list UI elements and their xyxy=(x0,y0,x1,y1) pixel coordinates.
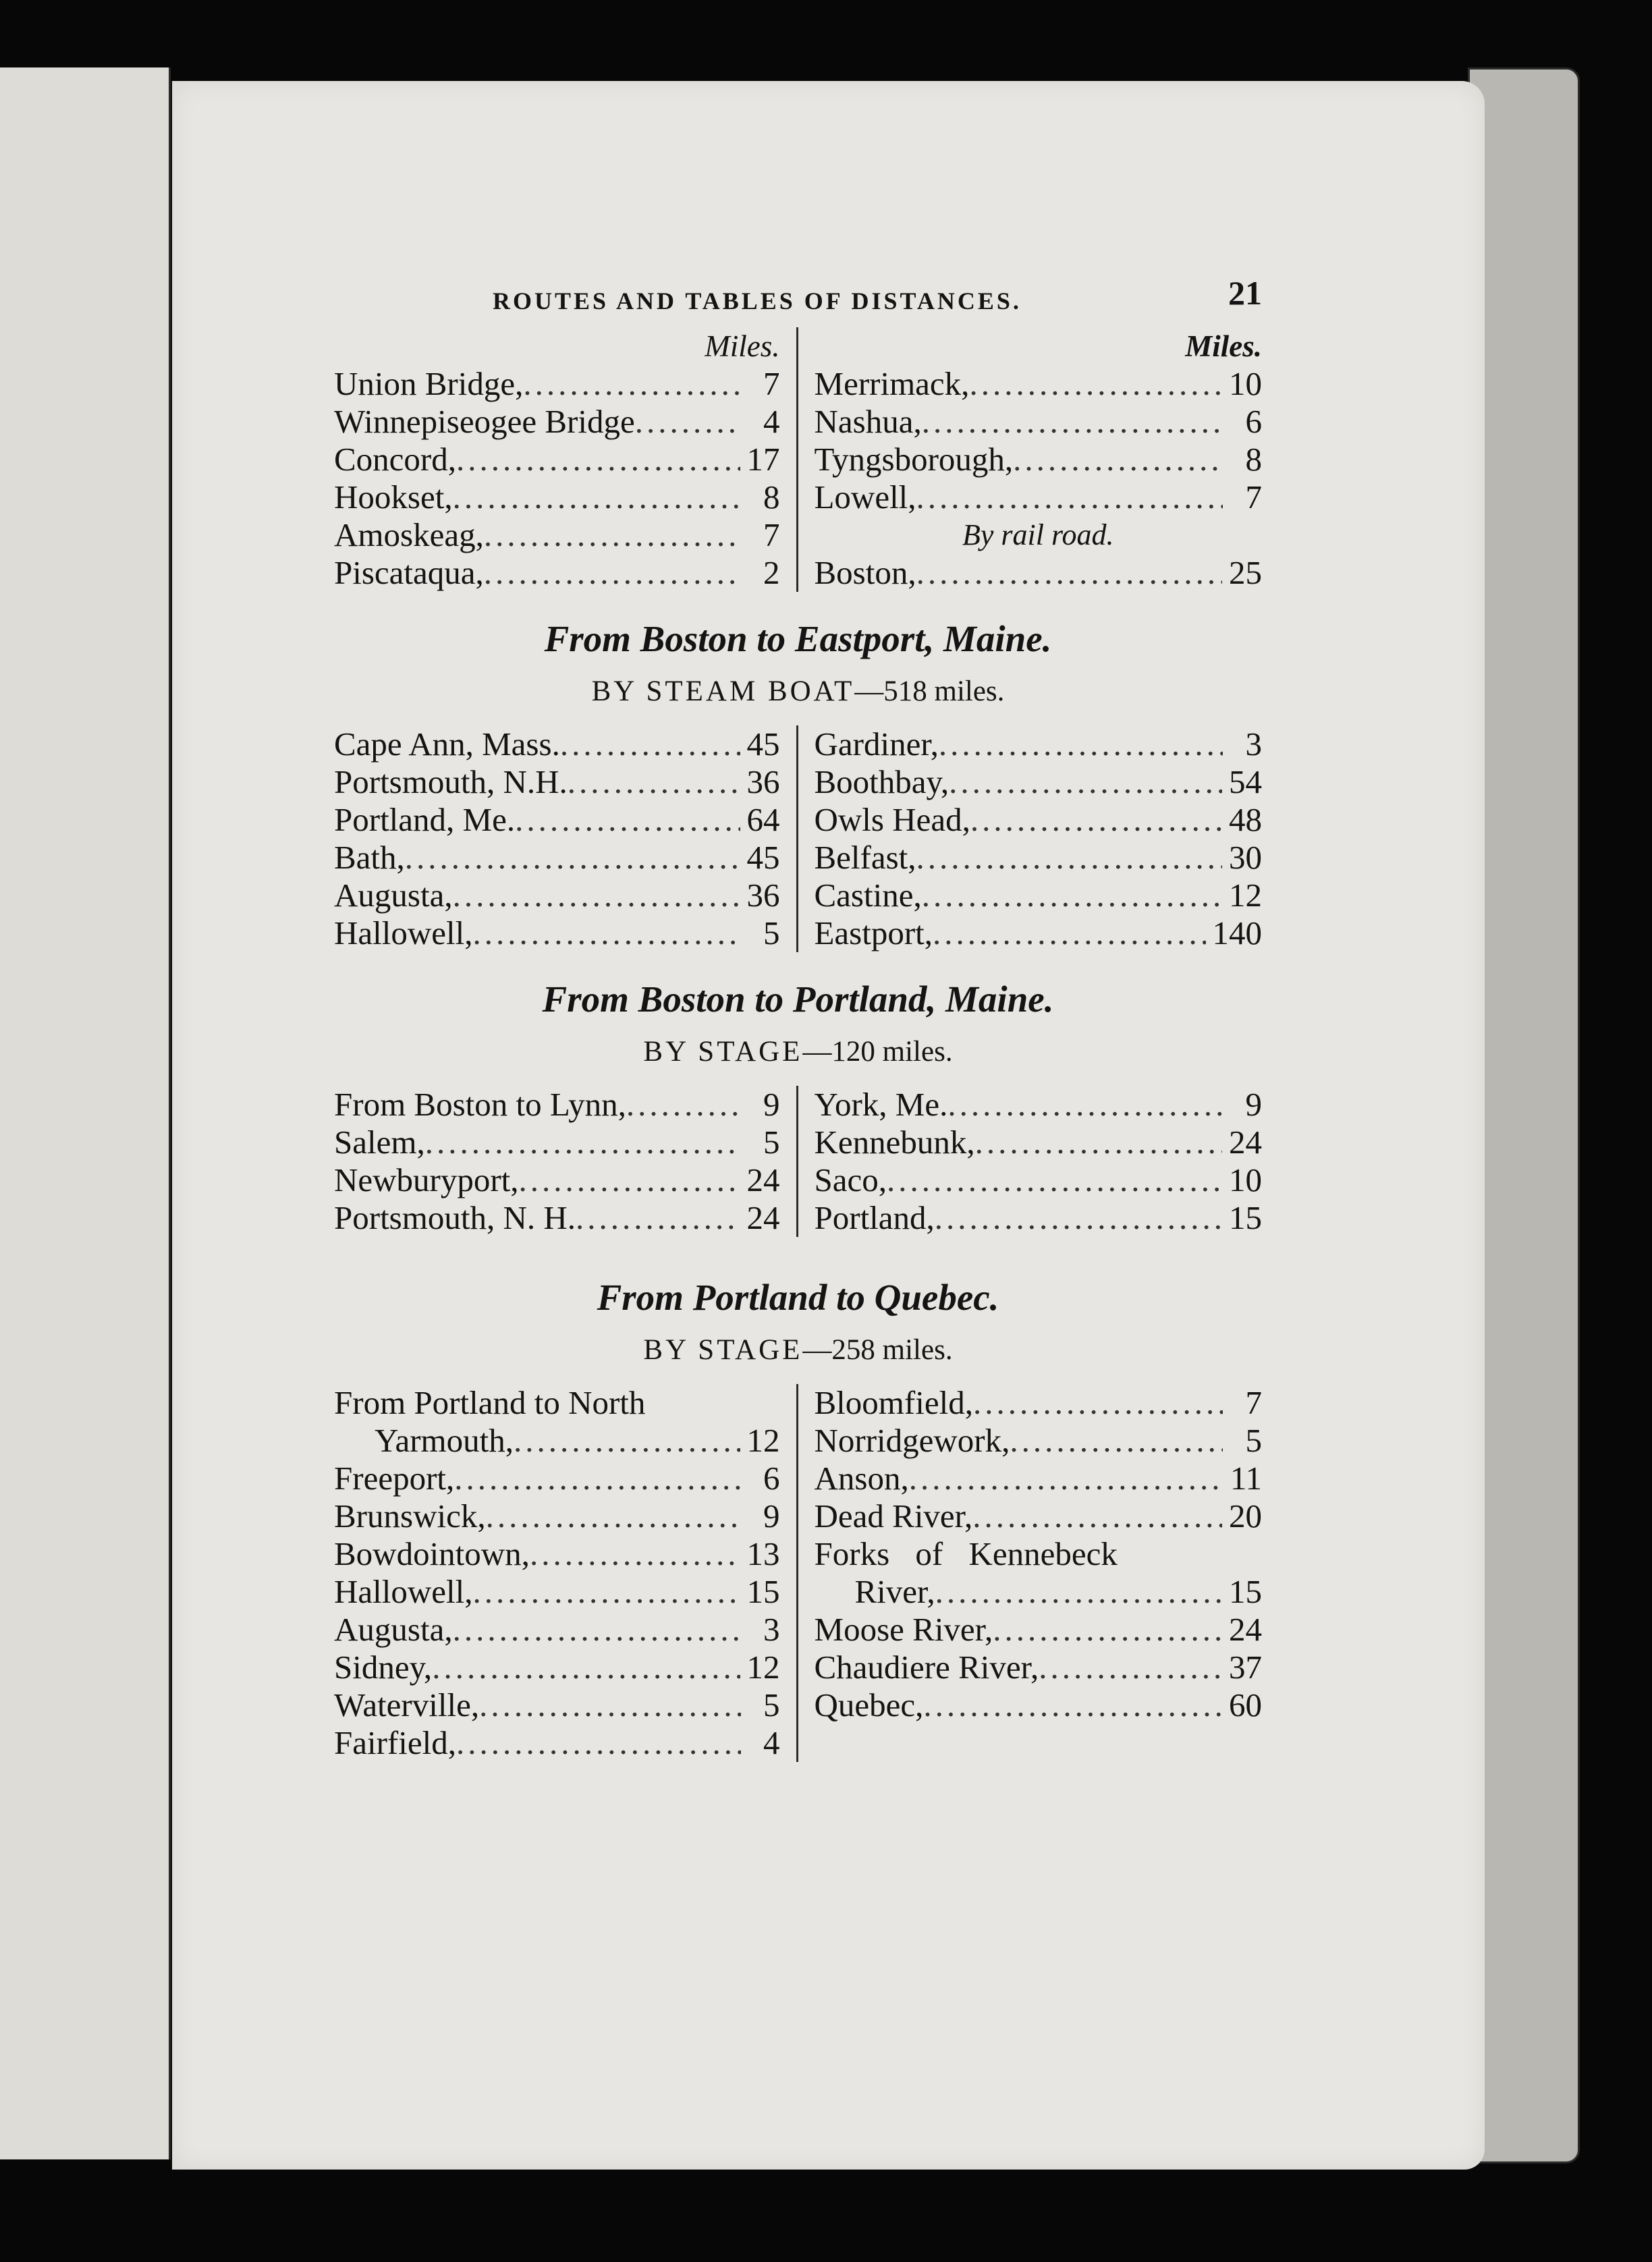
route-row xyxy=(815,1086,1263,1124)
distance-value: 7 xyxy=(763,516,780,553)
leader-dots xyxy=(454,1460,740,1497)
place-name: Boston, xyxy=(814,554,916,591)
place-name: Chaudiere River, xyxy=(814,1649,1039,1686)
distance-value: 12 xyxy=(1229,877,1262,914)
place-name: Belfast, xyxy=(814,839,916,876)
route-row xyxy=(815,1384,1263,1422)
leader-dots xyxy=(933,914,1205,952)
route-row xyxy=(334,1497,780,1535)
route-row xyxy=(815,1199,1263,1237)
route-row xyxy=(815,478,1263,516)
route-list xyxy=(815,1086,1263,1237)
route-row xyxy=(334,554,780,592)
leader-dots xyxy=(626,1086,741,1124)
place-name: From Portland to North xyxy=(334,1384,646,1421)
route-list xyxy=(815,1611,1263,1724)
distance-value: 24 xyxy=(1229,1611,1262,1648)
leader-dots xyxy=(949,763,1222,801)
place-name: Union Bridge, xyxy=(334,365,524,402)
route-row xyxy=(334,1535,780,1573)
table-column-right xyxy=(798,1086,1263,1237)
leader-dots xyxy=(993,1611,1222,1649)
distance-value: 15 xyxy=(746,1573,780,1610)
place-name: From Boston to Lynn, xyxy=(334,1086,626,1123)
distance-value: 45 xyxy=(746,839,780,876)
route-row xyxy=(334,1460,780,1497)
rail-road-note: By rail road. xyxy=(962,518,1114,551)
distance-value: 6 xyxy=(1245,403,1262,440)
travel-mode: BY STAGE xyxy=(643,1334,803,1366)
leader-dots xyxy=(453,1611,741,1649)
route-row xyxy=(815,725,1263,763)
place-name: Hallowell, xyxy=(334,914,473,951)
place-name: Norridgework, xyxy=(814,1422,1010,1459)
distance-value: 5 xyxy=(763,914,780,951)
leader-dots xyxy=(909,1460,1223,1497)
place-name: Waterville, xyxy=(334,1686,480,1723)
route-row xyxy=(334,763,780,801)
page-number: 21 xyxy=(1228,274,1262,312)
leader-dots xyxy=(453,478,741,516)
leader-dots xyxy=(969,365,1222,403)
place-name: Freeport, xyxy=(334,1460,455,1497)
place-name: Hallowell, xyxy=(334,1573,473,1610)
table-column-left xyxy=(334,1086,798,1237)
leader-dots xyxy=(887,1161,1222,1199)
distance-value: 5 xyxy=(763,1686,780,1723)
leader-dots xyxy=(456,441,740,478)
distance-value: 15 xyxy=(1229,1573,1262,1610)
table-column-left xyxy=(334,1384,798,1762)
place-name: Forks of Kennebeck xyxy=(814,1535,1118,1572)
distance-value: 9 xyxy=(763,1086,780,1123)
table-column-left xyxy=(334,725,798,952)
place-name: Augusta, xyxy=(334,877,453,914)
route-row xyxy=(334,1161,780,1199)
leader-dots xyxy=(472,914,740,952)
route-list xyxy=(334,365,780,592)
place-name: Lowell, xyxy=(814,478,916,516)
distance-value: 36 xyxy=(746,763,780,800)
place-name: Castine, xyxy=(814,877,922,914)
route-row xyxy=(334,1422,780,1460)
leader-dots xyxy=(576,1199,740,1237)
route-row xyxy=(815,554,1263,592)
route-row xyxy=(815,1422,1263,1460)
previous-page-edge xyxy=(0,67,171,2159)
distance-value: 8 xyxy=(1245,441,1262,478)
section-title: From Boston to Portland, Maine. xyxy=(542,978,1054,1020)
book-page xyxy=(172,81,1485,2170)
distance-value: 13 xyxy=(746,1535,780,1572)
miles-column-head: Miles. xyxy=(1185,329,1262,363)
route-list xyxy=(815,725,1263,952)
place-name: Augusta, xyxy=(334,1611,453,1648)
leader-dots xyxy=(405,839,740,877)
distance-value: 7 xyxy=(1245,478,1262,516)
leader-dots xyxy=(432,1649,740,1686)
distance-value: 24 xyxy=(1229,1124,1262,1161)
route-row xyxy=(334,914,780,952)
leader-dots xyxy=(479,1686,740,1724)
route-row xyxy=(334,1086,780,1124)
leader-dots xyxy=(975,1124,1222,1161)
place-name: Eastport, xyxy=(814,914,933,951)
distance-value: 10 xyxy=(1229,1161,1262,1198)
route-list xyxy=(334,1086,780,1237)
leader-dots xyxy=(472,1573,740,1611)
place-name: River, xyxy=(854,1573,935,1610)
route-row xyxy=(334,1199,780,1237)
running-title: ROUTES AND TABLES OF DISTANCES. xyxy=(493,287,1022,314)
place-name: Boothbay, xyxy=(814,763,949,800)
route-row xyxy=(334,1611,780,1649)
distance-value: 4 xyxy=(763,403,780,440)
route-row xyxy=(815,1497,1263,1535)
route-list xyxy=(815,1384,1263,1535)
distance-value: 5 xyxy=(1245,1422,1262,1459)
leader-dots xyxy=(530,1535,740,1573)
total-distance: —518 miles. xyxy=(854,675,1005,707)
route-row xyxy=(815,801,1263,839)
place-name: York, Me. xyxy=(814,1086,948,1123)
distance-value: 6 xyxy=(763,1460,780,1497)
distance-value: 7 xyxy=(1245,1384,1262,1421)
place-name: Bowdointown, xyxy=(334,1535,530,1572)
place-name: Portland, xyxy=(814,1199,935,1236)
distance-value: 7 xyxy=(763,365,780,402)
place-name: Newburyport, xyxy=(334,1161,519,1198)
table-column-right xyxy=(798,1384,1263,1762)
distance-value: 12 xyxy=(746,1649,780,1686)
place-name: Quebec, xyxy=(814,1686,924,1723)
route-row xyxy=(334,839,780,877)
leader-dots xyxy=(523,365,740,403)
distance-value: 9 xyxy=(1245,1086,1262,1123)
distance-value: 36 xyxy=(746,877,780,914)
travel-mode: BY STAGE xyxy=(643,1036,803,1068)
distance-value: 30 xyxy=(1229,839,1262,876)
route-row xyxy=(815,365,1263,403)
leader-dots xyxy=(972,1497,1222,1535)
leader-dots xyxy=(1010,1422,1223,1460)
route-row xyxy=(815,1573,1263,1611)
section-title: From Portland to Quebec. xyxy=(597,1277,999,1318)
leader-dots xyxy=(560,725,740,763)
table-column-right xyxy=(798,327,1263,592)
place-name: Tyngsborough, xyxy=(814,441,1014,478)
section-subtitle xyxy=(334,675,1262,708)
route-list xyxy=(334,725,780,952)
place-name: Saco, xyxy=(814,1161,887,1198)
leader-dots xyxy=(923,1686,1222,1724)
route-row xyxy=(334,1724,780,1762)
route-row xyxy=(815,1161,1263,1199)
route-row xyxy=(334,1573,780,1611)
leader-dots xyxy=(484,516,741,554)
leader-dots xyxy=(922,403,1223,441)
route-row xyxy=(815,1649,1263,1686)
leader-dots xyxy=(939,725,1223,763)
route-row xyxy=(334,1384,780,1422)
leader-dots xyxy=(1013,441,1223,478)
distance-value: 24 xyxy=(746,1161,780,1198)
route-row xyxy=(815,403,1263,441)
place-name: Dead River, xyxy=(814,1497,973,1535)
place-name: Salem, xyxy=(334,1124,425,1161)
place-name: Portsmouth, N.H. xyxy=(334,763,568,800)
table-column-right xyxy=(798,725,1263,952)
route-list xyxy=(815,554,1263,592)
route-row xyxy=(815,1460,1263,1497)
route-table-eastport xyxy=(334,725,1262,952)
place-name: Nashua, xyxy=(814,403,922,440)
distance-value: 54 xyxy=(1229,763,1262,800)
route-table-quebec xyxy=(334,1384,1262,1762)
distance-value: 20 xyxy=(1229,1497,1262,1535)
distance-value: 24 xyxy=(746,1199,780,1236)
place-name: Anson, xyxy=(814,1460,909,1497)
route-row xyxy=(334,365,780,403)
total-distance: —258 miles. xyxy=(802,1334,953,1366)
leader-dots xyxy=(916,554,1222,592)
place-name: Owls Head, xyxy=(814,801,970,838)
place-name: Sidney, xyxy=(334,1649,433,1686)
place-name: Piscataqua, xyxy=(334,554,484,591)
running-head xyxy=(334,267,1262,327)
place-name: Fairfield, xyxy=(334,1724,456,1761)
place-name: Kennebunk, xyxy=(814,1124,975,1161)
distance-value: 25 xyxy=(1229,554,1262,591)
route-table-portland xyxy=(334,1086,1262,1237)
leader-dots xyxy=(973,1384,1223,1422)
distance-value: 2 xyxy=(763,554,780,591)
distance-value: 11 xyxy=(1230,1460,1262,1497)
leader-dots xyxy=(456,1724,741,1762)
place-name: Bath, xyxy=(334,839,405,876)
leader-dots xyxy=(922,877,1222,914)
route-row xyxy=(815,839,1263,877)
route-row xyxy=(334,725,780,763)
route-row xyxy=(334,1649,780,1686)
route-row xyxy=(815,877,1263,914)
route-row xyxy=(334,403,780,441)
place-name: Cape Ann, Mass. xyxy=(334,725,560,763)
leader-dots xyxy=(515,801,740,839)
route-row xyxy=(334,516,780,554)
distance-value: 140 xyxy=(1212,914,1262,951)
route-row xyxy=(334,877,780,914)
route-row xyxy=(815,1535,1263,1573)
place-name: Gardiner, xyxy=(814,725,939,763)
leader-dots xyxy=(484,554,741,592)
route-row xyxy=(815,763,1263,801)
leader-dots xyxy=(425,1124,741,1161)
route-row xyxy=(815,914,1263,952)
route-row xyxy=(334,441,780,478)
leader-dots xyxy=(453,877,740,914)
place-name: Amoskeag, xyxy=(334,516,484,553)
distance-value: 64 xyxy=(746,801,780,838)
total-distance: —120 miles. xyxy=(802,1036,953,1068)
route-row xyxy=(334,1686,780,1724)
leader-dots xyxy=(935,1199,1222,1237)
route-table-continued xyxy=(334,327,1262,592)
distance-value: 10 xyxy=(1229,365,1262,402)
leader-dots xyxy=(1039,1649,1222,1686)
leader-dots xyxy=(568,763,740,801)
distance-value: 8 xyxy=(763,478,780,516)
leader-dots xyxy=(635,403,741,441)
place-name: Bloomfield, xyxy=(814,1384,973,1421)
distance-value: 4 xyxy=(763,1724,780,1761)
place-name: Portsmouth, N. H. xyxy=(334,1199,576,1236)
route-list xyxy=(334,1460,780,1762)
miles-column-head: Miles. xyxy=(705,329,780,363)
distance-value: 5 xyxy=(763,1124,780,1161)
distance-value: 17 xyxy=(746,441,780,478)
route-row xyxy=(334,478,780,516)
place-name: Winnepiseogee Bridge xyxy=(334,403,635,440)
leader-dots xyxy=(916,839,1222,877)
section-subtitle xyxy=(334,1333,1262,1367)
route-row xyxy=(815,1686,1263,1724)
route-row xyxy=(815,441,1263,478)
distance-value: 12 xyxy=(746,1422,780,1459)
leader-dots xyxy=(486,1497,741,1535)
place-name: Moose River, xyxy=(814,1611,993,1648)
place-name: Portland, Me. xyxy=(334,801,516,838)
place-name: Yarmouth, xyxy=(375,1422,514,1459)
distance-value: 15 xyxy=(1229,1199,1262,1236)
leader-dots xyxy=(916,478,1223,516)
distance-value: 37 xyxy=(1229,1649,1262,1686)
place-name: Hookset, xyxy=(334,478,453,516)
route-row xyxy=(815,1611,1263,1649)
distance-value: 9 xyxy=(763,1497,780,1535)
place-name: Merrimack, xyxy=(814,365,970,402)
route-list xyxy=(815,365,1263,516)
page-content xyxy=(334,267,1262,1762)
table-column-left xyxy=(334,327,798,592)
place-name: Concord, xyxy=(334,441,456,478)
leader-dots xyxy=(519,1161,740,1199)
travel-mode: BY STEAM BOAT xyxy=(591,675,855,707)
distance-value: 60 xyxy=(1229,1686,1262,1723)
route-row xyxy=(334,801,780,839)
route-row xyxy=(334,1124,780,1161)
section-subtitle xyxy=(334,1035,1262,1068)
route-row xyxy=(815,1124,1263,1161)
place-name: Brunswick, xyxy=(334,1497,486,1535)
leader-dots xyxy=(970,801,1222,839)
distance-value: 3 xyxy=(763,1611,780,1648)
section-title: From Boston to Eastport, Maine. xyxy=(544,618,1052,659)
distance-value: 48 xyxy=(1229,801,1262,838)
distance-value: 3 xyxy=(1245,725,1262,763)
distance-value: 45 xyxy=(746,725,780,763)
leader-dots xyxy=(947,1086,1223,1124)
